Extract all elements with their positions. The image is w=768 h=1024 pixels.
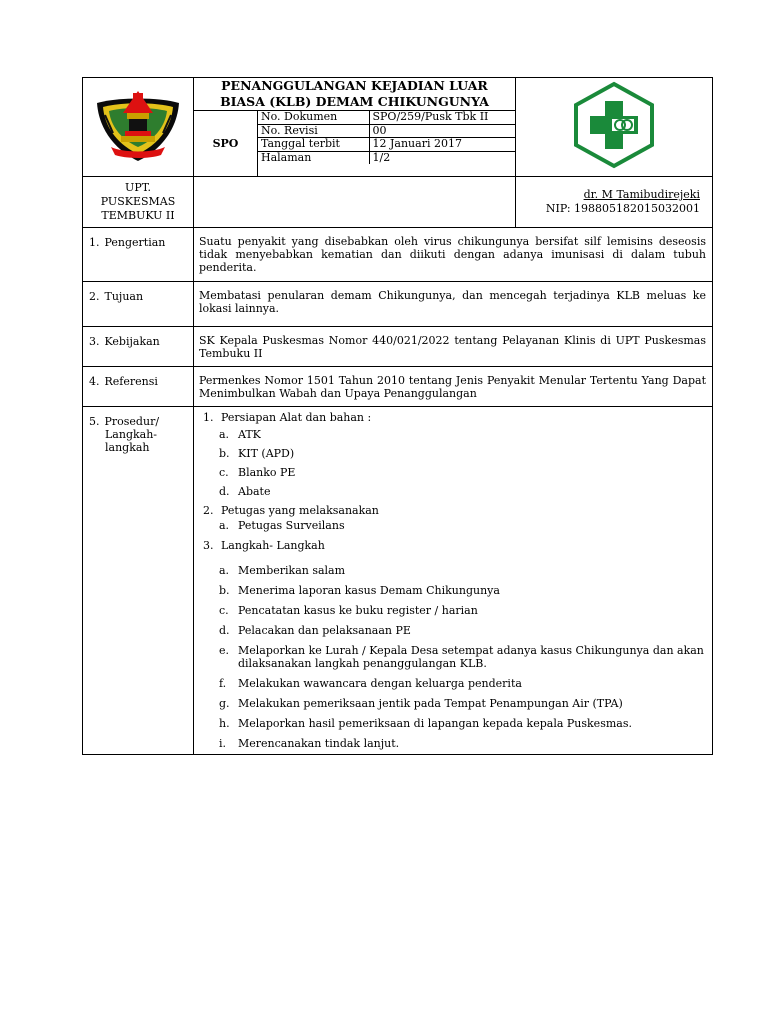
document-header bbox=[82, 77, 713, 228]
title-line-1: PENANGGULANGAN KEJADIAN LUAR bbox=[221, 78, 488, 93]
section-row bbox=[83, 282, 713, 327]
item-marker: g. bbox=[219, 697, 230, 710]
item-text: KIT (APD) bbox=[238, 447, 295, 460]
item-text: Melaporkan ke Lurah / Kepala Desa setempat adanya kasus Chikungunya dan akan dilaksanakan langkah penanggulangan KLB. bbox=[238, 644, 704, 670]
list-item bbox=[219, 604, 708, 617]
step-title: Petugas yang melaksanakan bbox=[221, 504, 379, 517]
signer-name: dr. M Tamibudirejeki bbox=[583, 188, 700, 201]
spo-document bbox=[82, 77, 712, 755]
section-text: Suatu penyakit yang disebabkan oleh virus chikungunya bersifat silf lemisins deseosis tidak menyebabkan kematian dan diikuti dengan adanya imunisasi di dalam tubuh penderita. bbox=[194, 228, 713, 282]
item-text: Melakukan wawancara dengan keluarga penderita bbox=[238, 677, 522, 690]
unit-line: PUSKESMAS bbox=[100, 195, 176, 208]
list-item bbox=[219, 677, 708, 690]
section-row bbox=[83, 367, 713, 407]
title-line-2: BIASA (KLB) DEMAM CHIKUNGUNYA bbox=[220, 94, 489, 109]
section-title: Kebijakan bbox=[104, 335, 160, 348]
list-item bbox=[219, 447, 708, 460]
item-marker: b. bbox=[219, 447, 230, 460]
blank-cell bbox=[194, 177, 516, 228]
item-marker: a. bbox=[219, 428, 230, 441]
section-text: Permenkes Nomor 1501 Tahun 2010 tentang Jenis Penyakit Menular Tertentu Yang Dapat Menimbulkan Wabah dan Upaya Penanggulangan bbox=[194, 367, 713, 407]
section-text: SK Kepala Puskesmas Nomor 440/021/2022 tentang Pelayanan Klinis di UPT Puskesmas Tembuku II bbox=[194, 327, 713, 367]
item-marker: h. bbox=[219, 717, 230, 730]
item-marker: a. bbox=[219, 519, 230, 532]
list-item bbox=[219, 644, 708, 670]
list-item bbox=[219, 584, 708, 597]
procedure-label bbox=[83, 407, 194, 755]
section-text: Membatasi penularan demam Chikungunya, dan mencegah terjadinya KLB meluas ke lokasi lainnya. bbox=[194, 282, 713, 327]
item-marker: c. bbox=[219, 466, 229, 479]
signature-cell bbox=[516, 177, 713, 228]
section-number: 3. bbox=[89, 335, 100, 348]
list-item bbox=[219, 428, 708, 441]
section-number: 1. bbox=[89, 236, 100, 249]
section-number: 4. bbox=[89, 375, 100, 388]
meta-label: Tanggal terbit bbox=[258, 138, 369, 152]
signer-nip: NIP: 198805182015032001 bbox=[545, 202, 700, 215]
procedure-label-line: Prosedur/ bbox=[104, 415, 160, 428]
unit-cell bbox=[83, 177, 194, 228]
puskesmas-logo-icon bbox=[572, 81, 656, 169]
step-number: 3. bbox=[203, 539, 214, 552]
spo-label: SPO bbox=[194, 111, 258, 177]
regency-logo-cell bbox=[83, 78, 194, 177]
list-item bbox=[219, 737, 708, 750]
step-heading bbox=[203, 539, 708, 552]
item-text: Menerima laporan kasus Demam Chikungunya bbox=[238, 584, 500, 597]
puskesmas-logo-cell bbox=[516, 78, 713, 177]
step-heading bbox=[203, 411, 708, 424]
document-title bbox=[194, 78, 516, 111]
section-label bbox=[83, 228, 194, 282]
meta-label: No. Dokumen bbox=[258, 111, 369, 124]
item-text: Abate bbox=[238, 485, 271, 498]
procedure-content bbox=[194, 407, 713, 755]
list-item bbox=[219, 697, 708, 710]
section-row bbox=[83, 327, 713, 367]
meta-value: 1/2 bbox=[369, 151, 516, 164]
list-item bbox=[219, 466, 708, 479]
item-marker: b. bbox=[219, 584, 230, 597]
item-text: Petugas Surveilans bbox=[238, 519, 345, 532]
unit-line: UPT. bbox=[125, 181, 151, 194]
item-text: Merencanakan tindak lanjut. bbox=[238, 737, 400, 750]
item-marker: e. bbox=[219, 644, 230, 657]
list-item bbox=[219, 717, 708, 730]
unit-line: TEMBUKU II bbox=[101, 209, 175, 222]
meta-value: SPO/259/Pusk Tbk II bbox=[369, 111, 516, 124]
item-marker: a. bbox=[219, 564, 230, 577]
meta-value: 00 bbox=[369, 124, 516, 138]
item-marker: f. bbox=[219, 677, 227, 690]
procedure-label-line: Langkah- bbox=[105, 428, 158, 441]
regency-emblem-icon bbox=[91, 87, 185, 163]
item-text: Blanko PE bbox=[238, 466, 296, 479]
step-number: 2. bbox=[203, 504, 214, 517]
section-row bbox=[83, 228, 713, 282]
item-marker: d. bbox=[219, 485, 230, 498]
sections-table bbox=[82, 227, 713, 755]
item-text: Pelacakan dan pelaksanaan PE bbox=[238, 624, 411, 637]
section-title: Referensi bbox=[104, 375, 158, 388]
section-number: 2. bbox=[89, 290, 100, 303]
item-marker: i. bbox=[219, 737, 227, 750]
section-title: Tujuan bbox=[104, 290, 144, 303]
meta-label: No. Revisi bbox=[258, 124, 369, 138]
section-label bbox=[83, 327, 194, 367]
list-item bbox=[219, 564, 708, 577]
item-text: Melaporkan hasil pemeriksaan di lapangan kepada kepala Puskesmas. bbox=[238, 717, 632, 730]
step-heading bbox=[203, 504, 708, 517]
procedure-row bbox=[83, 407, 713, 755]
meta-value: 12 Januari 2017 bbox=[369, 138, 516, 152]
item-text: Melakukan pemeriksaan jentik pada Tempat Penampungan Air (TPA) bbox=[238, 697, 623, 710]
procedure-label-line: langkah bbox=[105, 441, 150, 454]
document-meta-cell bbox=[258, 111, 516, 177]
item-text: Memberikan salam bbox=[238, 564, 346, 577]
section-number: 5. bbox=[89, 415, 100, 428]
section-label bbox=[83, 282, 194, 327]
section-label bbox=[83, 367, 194, 407]
item-marker: d. bbox=[219, 624, 230, 637]
step-number: 1. bbox=[203, 411, 214, 424]
item-text: ATK bbox=[238, 428, 261, 441]
section-title: Pengertian bbox=[104, 236, 166, 249]
meta-label: Halaman bbox=[258, 151, 369, 164]
document-meta bbox=[258, 111, 516, 164]
step-title: Langkah- Langkah bbox=[221, 539, 325, 552]
list-item bbox=[219, 624, 708, 637]
item-text: Pencatatan kasus ke buku register / harian bbox=[238, 604, 478, 617]
list-item bbox=[219, 519, 708, 532]
item-marker: c. bbox=[219, 604, 229, 617]
step-title: Persiapan Alat dan bahan : bbox=[221, 411, 372, 424]
list-item bbox=[219, 485, 708, 498]
